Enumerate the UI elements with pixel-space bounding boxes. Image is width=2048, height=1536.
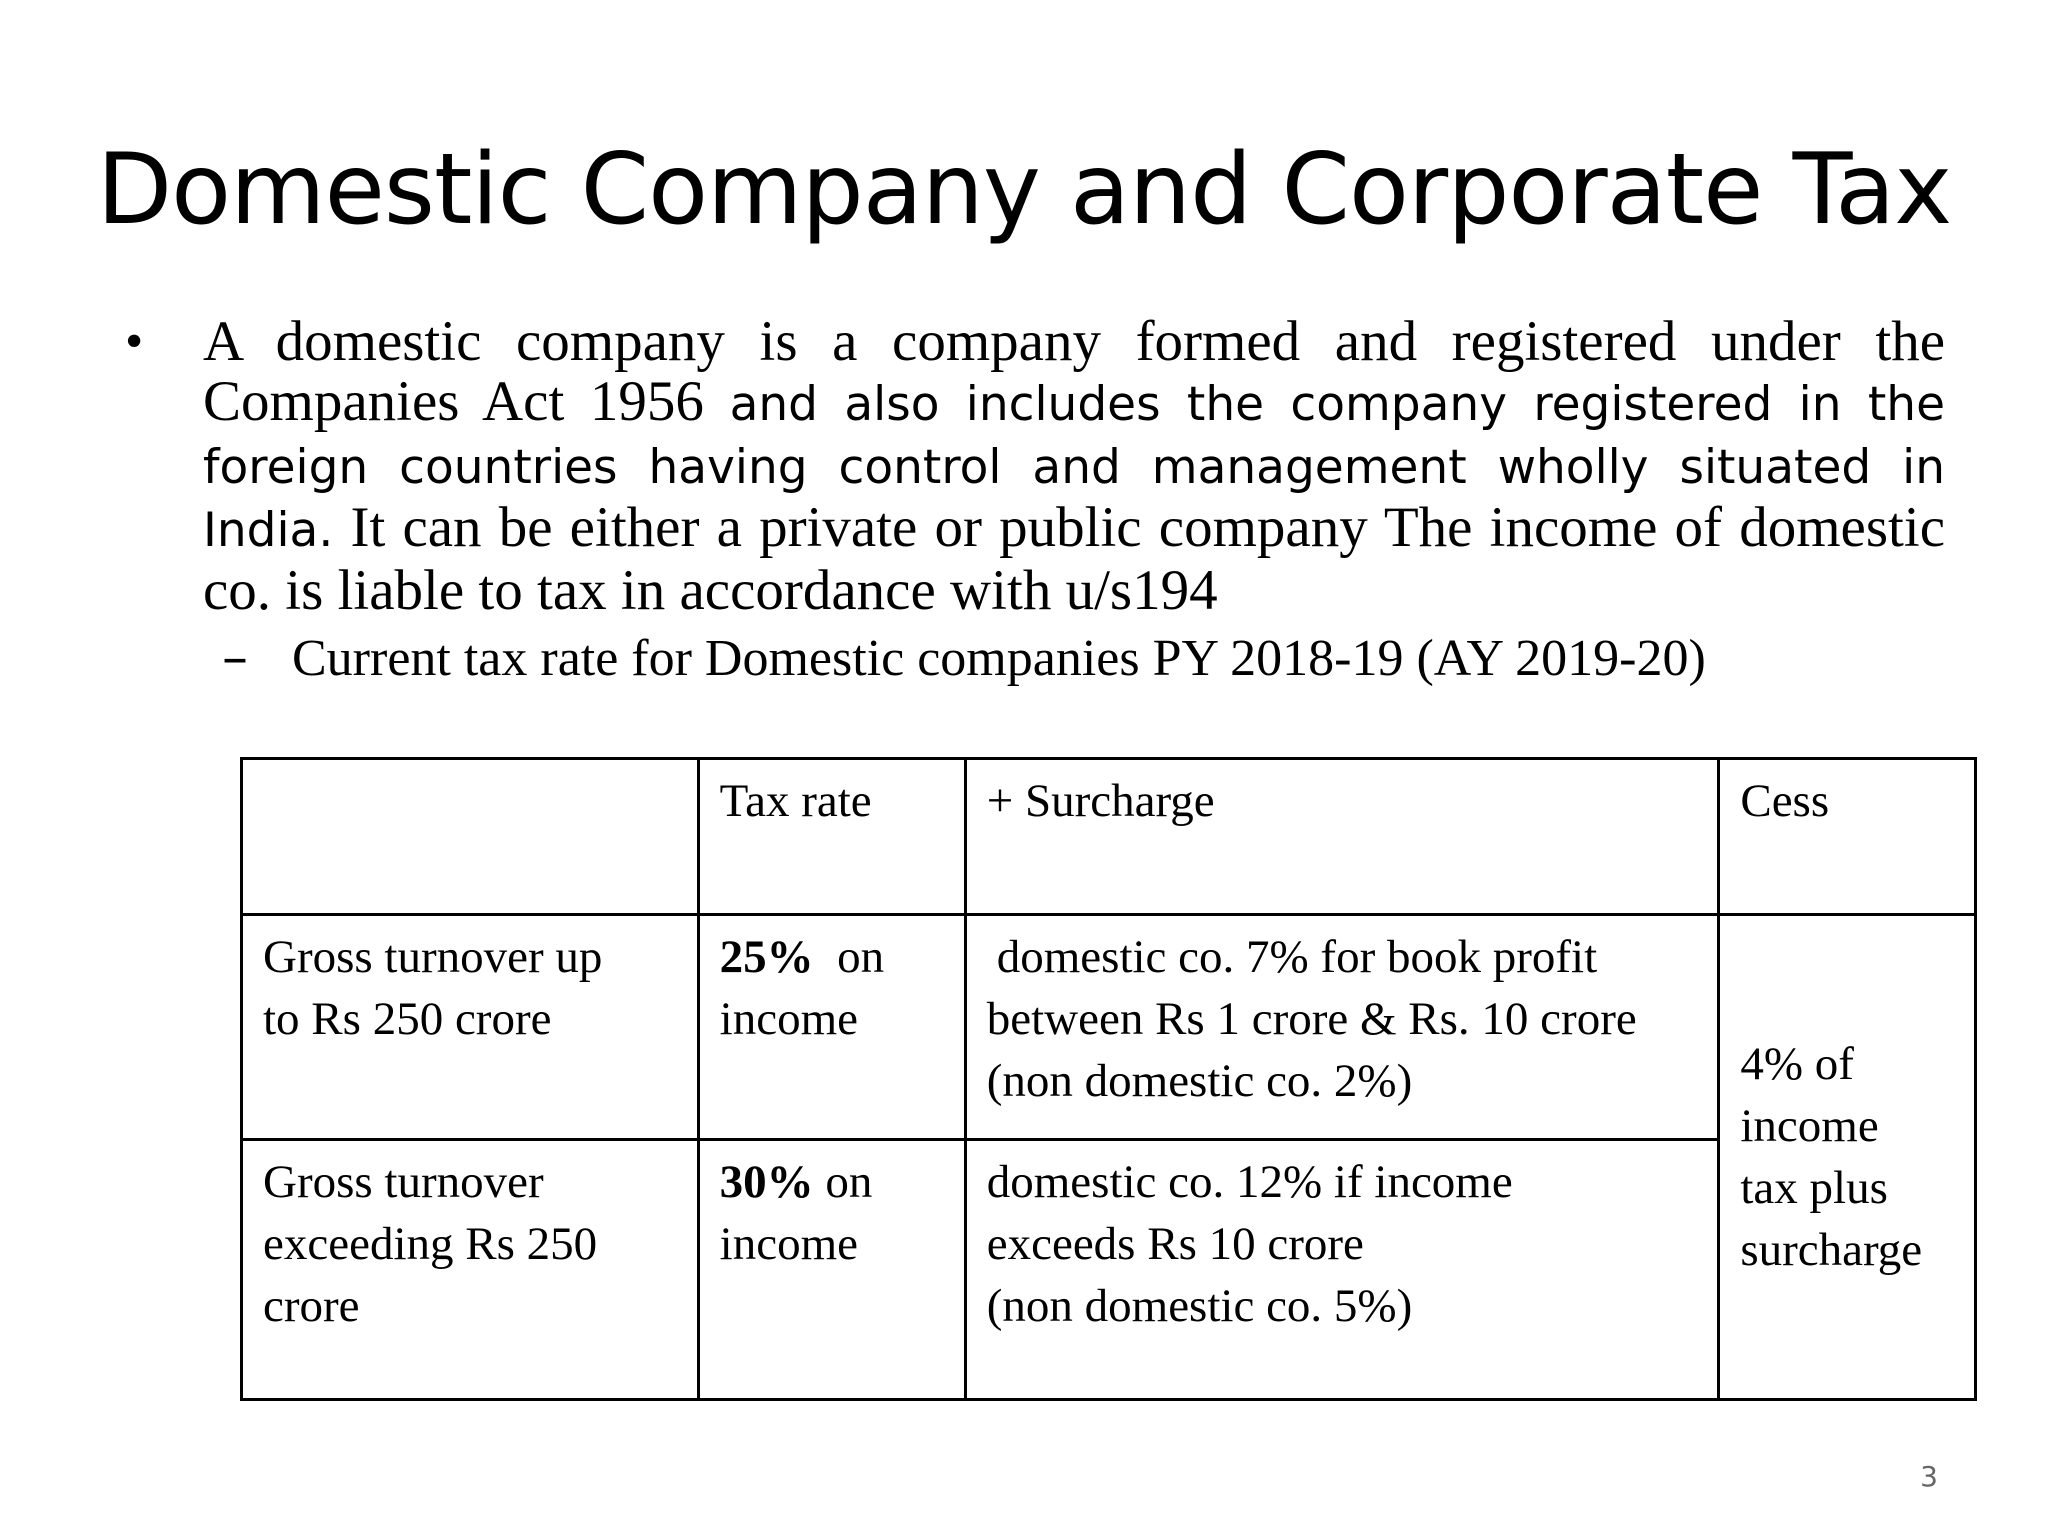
surcharge-line: (non domestic co. 2%)	[986, 1055, 1413, 1107]
sub-bullet-marker: –	[222, 628, 248, 688]
bullet-text-part2: and also includes the company registered in the foreign countries having control and management wholly situated in India.	[203, 377, 1945, 558]
surcharge-line: (non domestic co. 5%)	[986, 1280, 1413, 1332]
tax-rate-suffix: on	[837, 931, 885, 983]
surcharge-cell	[965, 1140, 1719, 1400]
bullet-text	[203, 312, 1945, 621]
main-bullet	[125, 312, 1945, 621]
category-line: crore	[263, 1280, 360, 1332]
category-line: to Rs 250 crore	[263, 993, 552, 1045]
tax-rate-value: 25%	[719, 931, 814, 983]
tax-rate-cell	[698, 1140, 965, 1400]
category-cell	[242, 915, 699, 1140]
category-cell	[242, 1140, 699, 1400]
cess-cell	[1719, 915, 1976, 1400]
header-cell-surcharge: + Surcharge	[965, 759, 1719, 915]
bullet-text-part3: It can be either a private or public company The income of domestic co. is liable to tax in accordance with u/s194	[203, 496, 1945, 622]
tax-rate-line: income	[719, 993, 858, 1045]
tax-rate-table	[240, 757, 1977, 1401]
category-line: exceeding Rs 250	[263, 1218, 598, 1270]
tax-rate-cell	[698, 915, 965, 1140]
bullet-marker: •	[125, 313, 144, 370]
header-cell-tax-rate: Tax rate	[698, 759, 965, 915]
sub-bullet-text: Current tax rate for Domestic companies PY 2018-19 (AY 2019-20)	[292, 630, 1706, 687]
header-cell-empty	[242, 759, 699, 915]
sub-bullet	[222, 628, 1706, 689]
tax-rate-suffix: on	[825, 1156, 873, 1208]
page-number: 3	[1920, 1460, 1938, 1493]
surcharge-line: domestic co. 7% for book profit	[996, 931, 1598, 983]
category-line: Gross turnover	[263, 1156, 544, 1208]
header-cell-cess: Cess	[1719, 759, 1976, 915]
table-row	[242, 915, 1976, 1140]
category-line: Gross turnover up	[263, 931, 603, 983]
cess-line: income	[1740, 1100, 1879, 1152]
surcharge-line: exceeds Rs 10 crore	[986, 1218, 1364, 1270]
surcharge-line: between Rs 1 crore & Rs. 10 crore	[986, 993, 1637, 1045]
table-header-row	[242, 759, 1976, 915]
surcharge-cell	[965, 915, 1719, 1140]
bullet-text-part1: A domestic company is a company formed and registered under the Companies Act 1956	[203, 310, 1945, 433]
surcharge-line: domestic co. 12% if income	[986, 1156, 1513, 1208]
cess-line: 4% of	[1740, 1038, 1854, 1090]
tax-rate-line	[720, 1151, 948, 1213]
cess-line: tax plus	[1740, 1162, 1888, 1214]
tax-rate-line	[720, 926, 948, 988]
slide-title: Domestic Company and Corporate Tax	[96, 133, 1952, 247]
cess-line: surcharge	[1740, 1224, 1923, 1276]
tax-rate-value: 30%	[719, 1156, 814, 1208]
tax-rate-line: income	[719, 1218, 858, 1270]
table-row	[242, 1140, 1976, 1400]
